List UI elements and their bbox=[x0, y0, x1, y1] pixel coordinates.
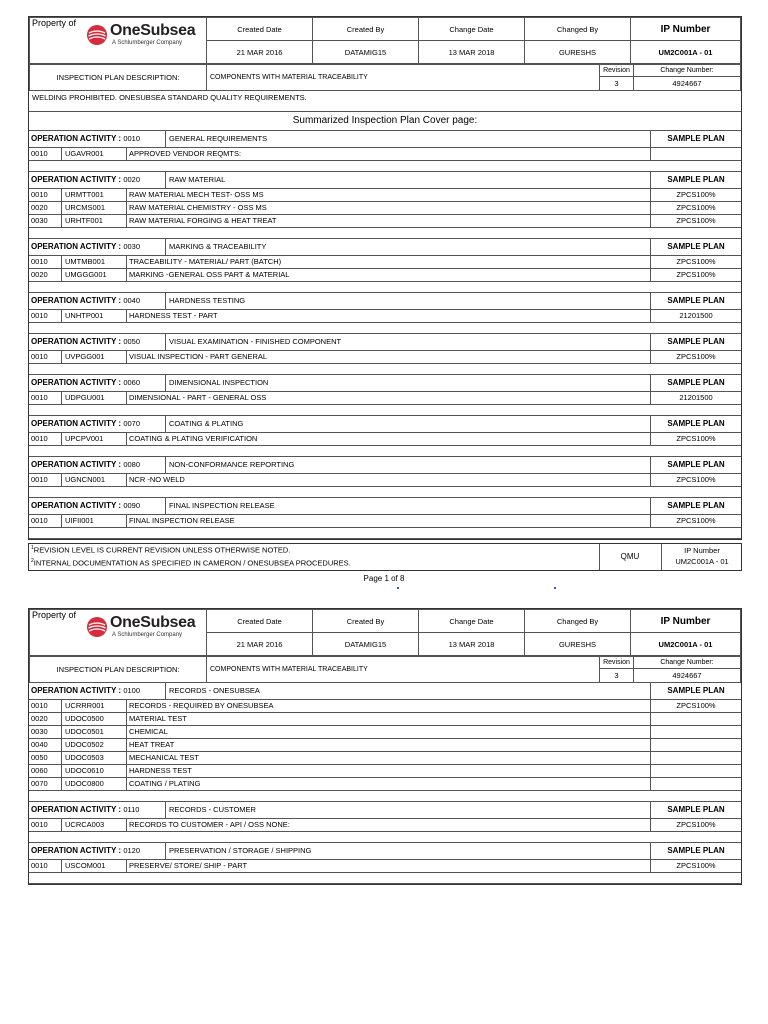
inspection-description: COATING / PLATING bbox=[127, 778, 651, 790]
operation-activity-header bbox=[29, 843, 741, 860]
inspection-code: URHTF001 bbox=[62, 215, 127, 227]
onesubsea-globe-icon bbox=[86, 616, 108, 638]
footnote-marker-1: 1 bbox=[31, 545, 34, 551]
operation-activity-header bbox=[29, 416, 741, 433]
operations-list-page-1 bbox=[29, 131, 741, 539]
inspection-code: UDOC0502 bbox=[62, 739, 127, 751]
ip-number-value: UM2C001A - 01 bbox=[631, 633, 741, 656]
step-number: 0030 bbox=[29, 726, 62, 738]
inspection-row bbox=[29, 433, 741, 446]
description-value: COMPONENTS WITH MATERIAL TRACEABILITY bbox=[207, 65, 600, 91]
header-table-2 bbox=[29, 609, 741, 656]
created-by-label: Created By bbox=[313, 610, 419, 633]
operation-title: NON-CONFORMANCE REPORTING bbox=[166, 457, 651, 473]
footer-note-2: INTERNAL DOCUMENTATION AS SPECIFIED IN CAMERON / ONESUBSEA PROCEDURES. bbox=[33, 558, 351, 567]
inspection-description: CHEMICAL bbox=[127, 726, 651, 738]
change-number-value: 4924667 bbox=[634, 77, 741, 91]
inspection-code: UVPGG001 bbox=[62, 351, 127, 363]
inspection-description: RECORDS TO CUSTOMER - API / OSS NONE: bbox=[127, 819, 651, 831]
created-by-value: DATAMIG15 bbox=[313, 41, 419, 64]
page-2 bbox=[28, 608, 742, 885]
inspection-description: VISUAL INSPECTION - PART GENERAL bbox=[127, 351, 651, 363]
operation-activity-label bbox=[29, 293, 166, 309]
operation-activity-label bbox=[29, 131, 166, 147]
logo-text: OneSubsea bbox=[110, 22, 196, 39]
spacer-row bbox=[29, 446, 741, 457]
sample-plan-header: SAMPLE PLAN bbox=[667, 337, 725, 346]
operation-title: RECORDS - ONESUBSEA bbox=[166, 683, 651, 699]
inspection-code: UDPGU001 bbox=[62, 392, 127, 404]
logo-subtext: A Schlumberger Company bbox=[112, 40, 183, 46]
sample-plan-value: ZPCS100% bbox=[676, 270, 716, 279]
step-number: 0010 bbox=[29, 148, 62, 160]
operation-activity-header bbox=[29, 293, 741, 310]
operation-title: PRESERVATION / STORAGE / SHIPPING bbox=[166, 843, 651, 859]
sample-plan-value: ZPCS100% bbox=[676, 216, 716, 225]
operation-activity-label bbox=[29, 375, 166, 391]
step-number: 0020 bbox=[29, 713, 62, 725]
inspection-row bbox=[29, 148, 741, 161]
inspection-row bbox=[29, 202, 741, 215]
inspection-description: APPROVED VENDOR REQMTS: bbox=[127, 148, 651, 160]
sample-plan-value: ZPCS100% bbox=[676, 516, 716, 525]
spacer-row bbox=[29, 282, 741, 293]
inspection-description: DIMENSIONAL - PART - GENERAL OSS bbox=[127, 392, 651, 404]
inspection-description: MECHANICAL TEST bbox=[127, 752, 651, 764]
inspection-code: UGAVR001 bbox=[62, 148, 127, 160]
operation-title: HARDNESS TESTING bbox=[166, 293, 651, 309]
sample-plan-value bbox=[651, 726, 741, 738]
operation-activity-label bbox=[29, 802, 166, 818]
page-1 bbox=[28, 16, 742, 540]
onesubsea-globe-icon bbox=[86, 24, 108, 46]
blue-dot bbox=[397, 587, 399, 589]
property-of-label: Property of bbox=[32, 18, 77, 28]
spacer-row bbox=[29, 161, 741, 172]
revision-label: Revision bbox=[600, 65, 634, 77]
inspection-row bbox=[29, 752, 741, 765]
step-number: 0010 bbox=[29, 819, 62, 831]
inspection-code: UDOC0501 bbox=[62, 726, 127, 738]
spacer-row bbox=[29, 405, 741, 416]
inspection-code: UDOC0500 bbox=[62, 713, 127, 725]
inspection-row bbox=[29, 310, 741, 323]
step-number: 0010 bbox=[29, 392, 62, 404]
step-number: 0010 bbox=[29, 860, 62, 872]
operation-title: VISUAL EXAMINATION - FINISHED COMPONENT bbox=[166, 334, 651, 350]
operation-number: 0090 bbox=[123, 501, 140, 510]
step-number: 0010 bbox=[29, 474, 62, 486]
revision-value: 3 bbox=[600, 669, 634, 683]
operation-activity-header bbox=[29, 683, 741, 700]
operation-number: 0050 bbox=[123, 337, 140, 346]
inspection-code: UDOC0610 bbox=[62, 765, 127, 777]
spacer-row bbox=[29, 528, 741, 539]
description-label: INSPECTION PLAN DESCRIPTION: bbox=[30, 657, 207, 683]
spacer-row bbox=[29, 323, 741, 334]
logo-cell bbox=[30, 18, 207, 64]
inspection-row bbox=[29, 726, 741, 739]
sample-plan-header: SAMPLE PLAN bbox=[667, 378, 725, 387]
inspection-row bbox=[29, 269, 741, 282]
revision-value: 3 bbox=[600, 77, 634, 91]
inspection-row bbox=[29, 474, 741, 487]
inspection-row bbox=[29, 700, 741, 713]
inspection-code: UDOC0503 bbox=[62, 752, 127, 764]
operation-activity-label bbox=[29, 172, 166, 188]
page-number: Page 1 of 8 bbox=[363, 574, 405, 583]
inspection-description: RAW MATERIAL MECH TEST- OSS MS bbox=[127, 189, 651, 201]
step-number: 0010 bbox=[29, 515, 62, 527]
step-number: 0010 bbox=[29, 700, 62, 712]
sample-plan-value: 21201500 bbox=[679, 311, 713, 320]
inspection-description: RAW MATERIAL CHEMISTRY - OSS MS bbox=[127, 202, 651, 214]
operation-title: RECORDS - CUSTOMER bbox=[166, 802, 651, 818]
operation-number: 0080 bbox=[123, 460, 140, 469]
step-number: 0010 bbox=[29, 433, 62, 445]
sample-plan-value bbox=[651, 713, 741, 725]
spacer-row bbox=[29, 832, 741, 843]
inspection-description: RAW MATERIAL FORGING & HEAT TREAT bbox=[127, 215, 651, 227]
footnote-marker-2: 2 bbox=[31, 557, 34, 564]
inspection-code: UCRCA003 bbox=[62, 819, 127, 831]
sample-plan-value bbox=[651, 148, 741, 160]
operation-label-text: OPERATION ACTIVITY : bbox=[31, 846, 122, 855]
operation-activity-header bbox=[29, 457, 741, 474]
inspection-row bbox=[29, 189, 741, 202]
sample-plan-value bbox=[651, 778, 741, 790]
step-number: 0010 bbox=[29, 189, 62, 201]
sample-plan-value: ZPCS100% bbox=[676, 861, 716, 870]
operation-label-text: OPERATION ACTIVITY : bbox=[31, 134, 122, 143]
spacer-row bbox=[29, 487, 741, 498]
description-table bbox=[29, 64, 741, 91]
inspection-row bbox=[29, 778, 741, 791]
step-number: 0020 bbox=[29, 202, 62, 214]
operation-label-text: OPERATION ACTIVITY : bbox=[31, 419, 122, 428]
requirements-note: WELDING PROHIBITED. ONESUBSEA STANDARD QUALITY REQUIREMENTS. bbox=[29, 91, 741, 112]
property-of-label: Property of bbox=[32, 610, 77, 620]
operation-label-text: OPERATION ACTIVITY : bbox=[31, 242, 122, 251]
inspection-description: COATING & PLATING VERIFICATION bbox=[127, 433, 651, 445]
inspection-description: TRACEABILITY - MATERIAL/ PART (BATCH) bbox=[127, 256, 651, 268]
onesubsea-logo bbox=[84, 22, 204, 50]
inspection-description: MARKING -GENERAL OSS PART & MATERIAL bbox=[127, 269, 651, 281]
inspection-description: PRESERVE/ STORE/ SHIP - PART bbox=[127, 860, 651, 872]
inspection-description: FINAL INSPECTION RELEASE bbox=[127, 515, 651, 527]
operation-activity-label bbox=[29, 416, 166, 432]
ip-number-value: UM2C001A - 01 bbox=[631, 41, 741, 64]
inspection-row bbox=[29, 351, 741, 364]
onesubsea-logo bbox=[84, 614, 204, 642]
inspection-code: URMTT001 bbox=[62, 189, 127, 201]
operation-activity-header bbox=[29, 131, 741, 148]
sample-plan-header: SAMPLE PLAN bbox=[667, 846, 725, 855]
step-number: 0070 bbox=[29, 778, 62, 790]
operation-number: 0070 bbox=[123, 419, 140, 428]
operation-title: DIMENSIONAL INSPECTION bbox=[166, 375, 651, 391]
step-number: 0010 bbox=[29, 310, 62, 322]
operation-activity-header bbox=[29, 172, 741, 189]
sample-plan-header: SAMPLE PLAN bbox=[667, 501, 725, 510]
inspection-code: UMTMB001 bbox=[62, 256, 127, 268]
sample-plan-header: SAMPLE PLAN bbox=[667, 805, 725, 814]
operation-number: 0040 bbox=[123, 296, 140, 305]
operation-number: 0100 bbox=[123, 686, 140, 695]
sample-plan-header: SAMPLE PLAN bbox=[667, 134, 725, 143]
spacer-row bbox=[29, 364, 741, 375]
changed-by-label: Changed By bbox=[525, 18, 631, 41]
operations-list-page-2 bbox=[29, 683, 741, 884]
footer-ip-label: IP Number bbox=[684, 546, 720, 555]
operation-activity-header bbox=[29, 239, 741, 256]
inspection-row bbox=[29, 256, 741, 269]
logo-text: OneSubsea bbox=[110, 614, 196, 631]
spacer-row bbox=[29, 228, 741, 239]
description-value: COMPONENTS WITH MATERIAL TRACEABILITY bbox=[207, 657, 600, 683]
operation-number: 0110 bbox=[123, 805, 140, 814]
sample-plan-value: ZPCS100% bbox=[676, 475, 716, 484]
change-date-label: Change Date bbox=[419, 18, 525, 41]
sample-plan-header: SAMPLE PLAN bbox=[667, 460, 725, 469]
sample-plan-value bbox=[651, 739, 741, 751]
operation-activity-label bbox=[29, 843, 166, 859]
change-number-label: Change Number: bbox=[634, 657, 741, 669]
operation-activity-label bbox=[29, 457, 166, 473]
operation-title: GENERAL REQUIREMENTS bbox=[166, 131, 651, 147]
sample-plan-header: SAMPLE PLAN bbox=[667, 242, 725, 251]
footer-notes bbox=[31, 545, 351, 567]
step-number: 0010 bbox=[29, 351, 62, 363]
inspection-code: UNHTP001 bbox=[62, 310, 127, 322]
sample-plan-value: ZPCS100% bbox=[676, 352, 716, 361]
created-date-label: Created Date bbox=[207, 610, 313, 633]
summary-title: Summarized Inspection Plan Cover page: bbox=[29, 112, 741, 131]
inspection-row bbox=[29, 765, 741, 778]
inspection-code: UDOC0800 bbox=[62, 778, 127, 790]
operation-number: 0060 bbox=[123, 378, 140, 387]
inspection-description: MATERIAL TEST bbox=[127, 713, 651, 725]
inspection-code: UPCPV001 bbox=[62, 433, 127, 445]
inspection-row bbox=[29, 739, 741, 752]
description-table-2 bbox=[29, 656, 741, 683]
sample-plan-value: ZPCS100% bbox=[676, 701, 716, 710]
inspection-code: URCMS001 bbox=[62, 202, 127, 214]
logo-cell bbox=[30, 610, 207, 656]
operation-number: 0120 bbox=[123, 846, 140, 855]
operation-activity-header bbox=[29, 802, 741, 819]
inspection-code: UGNCN001 bbox=[62, 474, 127, 486]
created-date-label: Created Date bbox=[207, 18, 313, 41]
sample-plan-header: SAMPLE PLAN bbox=[667, 296, 725, 305]
operation-label-text: OPERATION ACTIVITY : bbox=[31, 296, 122, 305]
step-number: 0010 bbox=[29, 256, 62, 268]
sample-plan-value: ZPCS100% bbox=[676, 820, 716, 829]
change-date-value: 13 MAR 2018 bbox=[419, 41, 525, 64]
sample-plan-value: ZPCS100% bbox=[676, 203, 716, 212]
step-number: 0050 bbox=[29, 752, 62, 764]
inspection-description: HARDNESS TEST - PART bbox=[127, 310, 651, 322]
sample-plan-value: ZPCS100% bbox=[676, 257, 716, 266]
description-label: INSPECTION PLAN DESCRIPTION: bbox=[30, 65, 207, 91]
ip-number-label: IP Number bbox=[631, 610, 741, 633]
inspection-row bbox=[29, 392, 741, 405]
operation-label-text: OPERATION ACTIVITY : bbox=[31, 805, 122, 814]
change-number-value: 4924667 bbox=[634, 669, 741, 683]
inspection-row bbox=[29, 515, 741, 528]
qmu-label: QMU bbox=[620, 552, 640, 561]
operation-activity-header bbox=[29, 375, 741, 392]
created-date-value: 21 MAR 2016 bbox=[207, 633, 313, 656]
change-number-label: Change Number: bbox=[634, 65, 741, 77]
operation-activity-header bbox=[29, 334, 741, 351]
operation-title: MARKING & TRACEABILITY bbox=[166, 239, 651, 255]
operation-activity-label bbox=[29, 498, 166, 514]
sample-plan-header: SAMPLE PLAN bbox=[667, 686, 725, 695]
inspection-row bbox=[29, 215, 741, 228]
sample-plan-value bbox=[651, 752, 741, 764]
operation-label-text: OPERATION ACTIVITY : bbox=[31, 686, 122, 695]
operation-label-text: OPERATION ACTIVITY : bbox=[31, 501, 122, 510]
step-number: 0040 bbox=[29, 739, 62, 751]
inspection-description: HEAT TREAT bbox=[127, 739, 651, 751]
operation-title: RAW MATERIAL bbox=[166, 172, 651, 188]
changed-by-value: GURESHS bbox=[525, 633, 631, 656]
inspection-code: UMGGG001 bbox=[62, 269, 127, 281]
inspection-row bbox=[29, 713, 741, 726]
operation-activity-label bbox=[29, 334, 166, 350]
operation-title: FINAL INSPECTION RELEASE bbox=[166, 498, 651, 514]
footer-note-1: REVISION LEVEL IS CURRENT REVISION UNLESS OTHERWISE NOTED. bbox=[33, 545, 291, 555]
spacer-row bbox=[29, 873, 741, 884]
sample-plan-header: SAMPLE PLAN bbox=[667, 175, 725, 184]
changed-by-label: Changed By bbox=[525, 610, 631, 633]
sample-plan-value: ZPCS100% bbox=[676, 434, 716, 443]
inspection-description: RECORDS - REQUIRED BY ONESUBSEA bbox=[127, 700, 651, 712]
operation-number: 0020 bbox=[123, 175, 140, 184]
ip-number-label: IP Number bbox=[631, 18, 741, 41]
operation-title: COATING & PLATING bbox=[166, 416, 651, 432]
step-number: 0030 bbox=[29, 215, 62, 227]
operation-number: 0030 bbox=[123, 242, 140, 251]
step-number: 0020 bbox=[29, 269, 62, 281]
created-by-label: Created By bbox=[313, 18, 419, 41]
step-number: 0060 bbox=[29, 765, 62, 777]
operation-label-text: OPERATION ACTIVITY : bbox=[31, 460, 122, 469]
change-date-label: Change Date bbox=[419, 610, 525, 633]
header-table bbox=[29, 17, 741, 64]
logo-subtext: A Schlumberger Company bbox=[112, 632, 183, 638]
revision-label: Revision bbox=[600, 657, 634, 669]
operation-label-text: OPERATION ACTIVITY : bbox=[31, 175, 122, 184]
footer-ip-value: UM2C001A - 01 bbox=[675, 557, 729, 566]
blue-dot bbox=[554, 587, 556, 589]
operation-activity-label bbox=[29, 239, 166, 255]
operation-activity-label bbox=[29, 683, 166, 699]
created-by-value: DATAMIG15 bbox=[313, 633, 419, 656]
operation-label-text: OPERATION ACTIVITY : bbox=[31, 337, 122, 346]
inspection-code: UCRRR001 bbox=[62, 700, 127, 712]
sample-plan-value: ZPCS100% bbox=[676, 190, 716, 199]
spacer-row bbox=[29, 791, 741, 802]
inspection-code: UIFII001 bbox=[62, 515, 127, 527]
page-1-footer bbox=[28, 543, 742, 571]
inspection-description: NCR -NO WELD bbox=[127, 474, 651, 486]
operation-activity-header bbox=[29, 498, 741, 515]
operation-number: 0010 bbox=[123, 134, 140, 143]
sample-plan-value: 21201500 bbox=[679, 393, 713, 402]
sample-plan-header: SAMPLE PLAN bbox=[667, 419, 725, 428]
operation-label-text: OPERATION ACTIVITY : bbox=[31, 378, 122, 387]
inspection-description: HARDNESS TEST bbox=[127, 765, 651, 777]
inspection-row bbox=[29, 819, 741, 832]
created-date-value: 21 MAR 2016 bbox=[207, 41, 313, 64]
inspection-row bbox=[29, 860, 741, 873]
changed-by-value: GURESHS bbox=[525, 41, 631, 64]
inspection-code: USCOM001 bbox=[62, 860, 127, 872]
change-date-value: 13 MAR 2018 bbox=[419, 633, 525, 656]
sample-plan-value bbox=[651, 765, 741, 777]
